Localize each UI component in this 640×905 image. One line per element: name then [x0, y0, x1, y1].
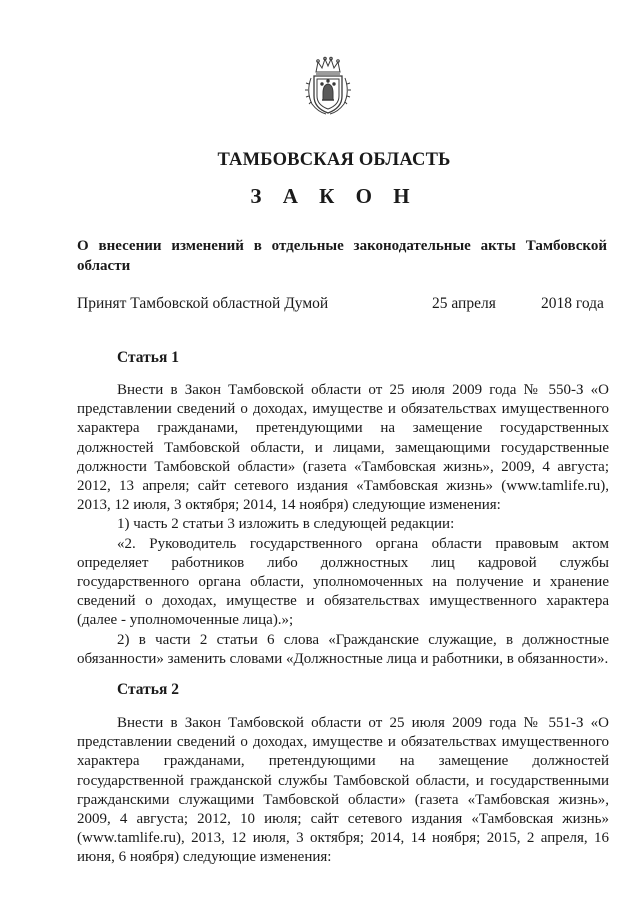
- article-1-paragraph: 1) часть 2 статьи 3 изложить в следующей редакции:: [117, 516, 455, 533]
- article-2-paragraph: Внести в Закон Тамбовской области от 25 июля 2009 года № 551-З «О представлении сведений о доходах, имуществе и обязательствах имущественного характера гражданами, претендующими на замещение должностей государственной гражданской службы Тамбовской области, и государственными гражданскими служащими Тамбовской области» (газета «Тамбовская жизнь», 2009, 4 августа; 2012, 10 июля; сайт сетевого издания «Тамбовская жизнь» (www.tamlife.ru), 2013, 12 июля, 3 октября; 2014, 14 ноября; 2015, 2 апреля, 16 июня, 6 ноября) следующие изменения:: [77, 715, 609, 866]
- article-1-paragraph: 2) в части 2 статьи 6 слова «Гражданские служащие, в должностные обязанности» заменить словами «Должностные лица и работники, в обязанности».: [77, 631, 609, 667]
- adopted-by: Принят Тамбовской областной Думой: [77, 295, 329, 312]
- adopted-year: 2018 года: [541, 295, 604, 312]
- region-title: ТАМБОВСКАЯ ОБЛАСТЬ: [217, 150, 451, 170]
- article-2-body: [77, 714, 609, 868]
- article-1-heading: Статья 1: [117, 349, 179, 366]
- law-subject: О внесении изменений в отдельные законодательные акты Тамбовской области: [77, 238, 607, 274]
- article-1-body: [77, 381, 609, 669]
- adopted-date: 25 апреля: [432, 295, 496, 312]
- article-2-heading: Статья 2: [117, 681, 179, 698]
- article-1-paragraph: «2. Руководитель государственного органа области правовым актом определяет работников либо должностных лиц кадровой службы государственного органа области, уполномоченных на получение и хранение сведений о доходах, имуществе и обязательствах имущественного характера (далее - уполномоченные лица).»;: [77, 535, 609, 629]
- article-1-paragraph: Внести в Закон Тамбовской области от 25 июля 2009 года № 550-З «О представлении сведений о доходах, имуществе и обязательствах имущественного характера гражданами, претендующими на замещение государственных должностей Тамбовской области, и лицами, замещающими государственные должности Тамбовской области» (газета «Тамбовская жизнь», 2009, 4 августа; 2012, 13 апреля; сайт сетевого издания «Тамбовская жизнь» (www.tamlife.ru), 2013, 12 июля, 3 октября; 2014, 14 ноября) следующие изменения:: [77, 382, 609, 514]
- tambov-coat-of-arms-icon: [302, 56, 354, 116]
- law-title: З А К О Н: [250, 184, 418, 208]
